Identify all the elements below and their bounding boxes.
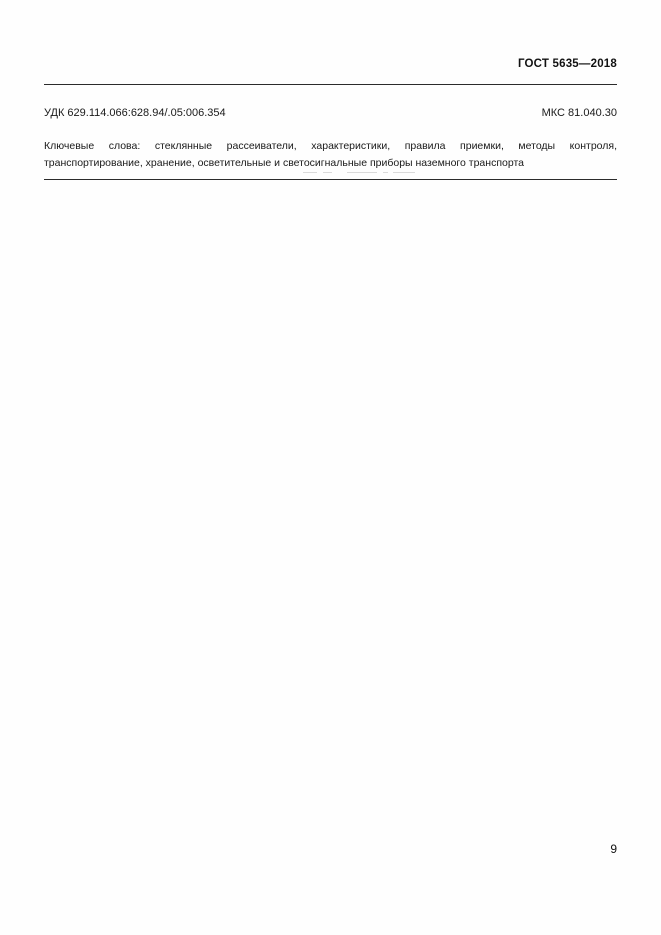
keywords-line-1: Ключевые слова: стеклянные рассеиватели, характеристики, правила приемки, методы контроля,	[44, 140, 617, 152]
mks-code: МКС 81.040.30	[541, 107, 617, 119]
faint-scan-marks	[303, 170, 423, 176]
footer-divider-rule	[44, 179, 617, 180]
standard-designation-header: ГОСТ 5635—2018	[517, 58, 617, 70]
page-number: 9	[610, 842, 617, 856]
header-divider-rule	[44, 84, 617, 85]
keywords-block	[44, 138, 617, 172]
keywords-line-2: транспортирование, хранение, осветительные и светосигнальные приборы наземного транспорта	[44, 157, 524, 169]
udk-code: УДК 629.114.066:628.94/.05:006.354	[44, 107, 226, 119]
